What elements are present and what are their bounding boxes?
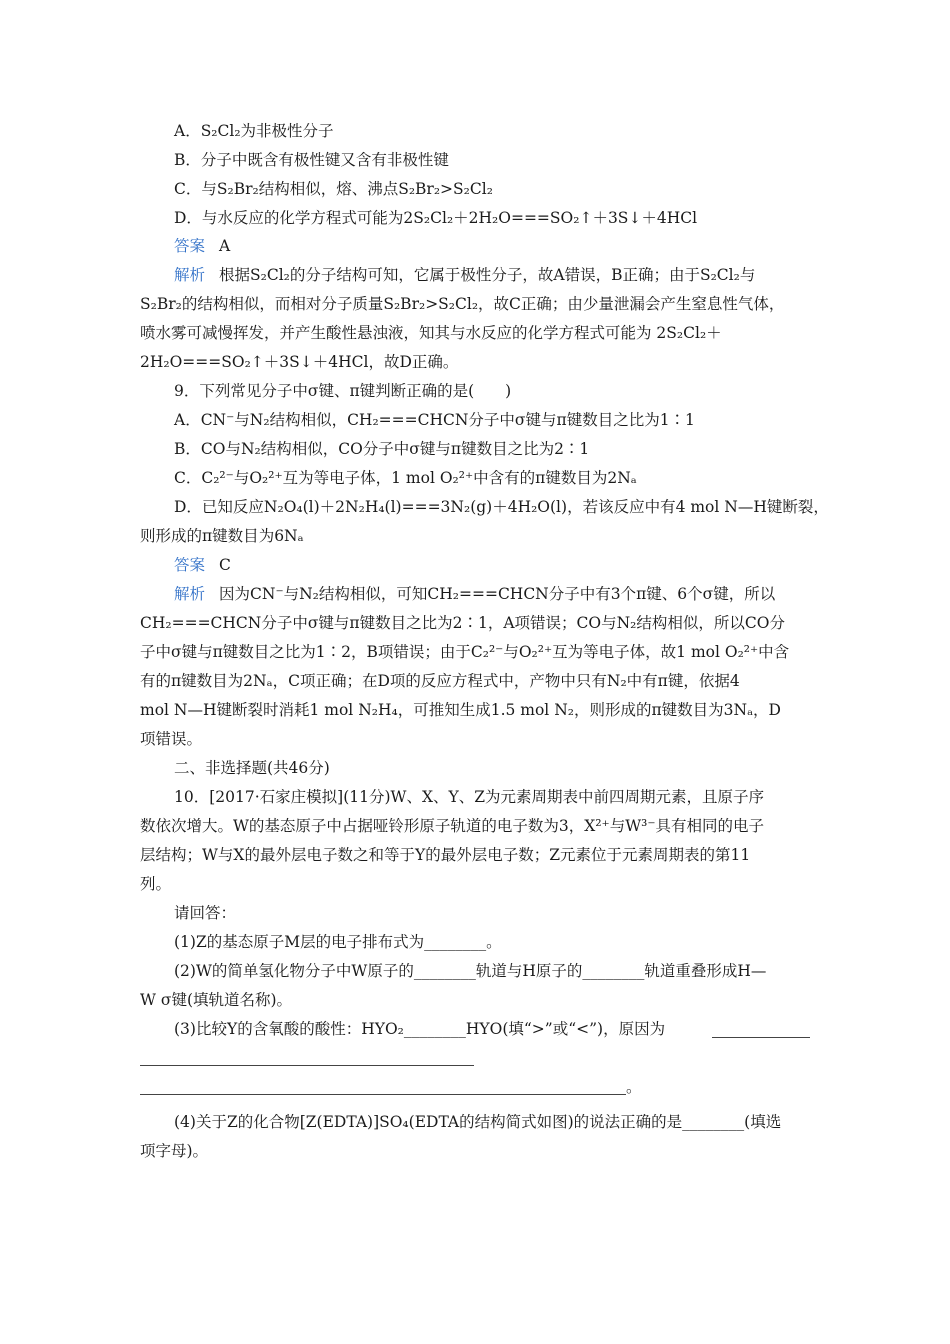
sub-question-3: (3)比较Y的含氧酸的酸性：HYO₂________HYO(填“>”或“<”)，原因为: [174, 1020, 666, 1038]
answer-value: A: [219, 237, 231, 255]
sub-question-4: (4)关于Z的化合物[Z(EDTA)]SO₄(EDTA的结构简式如图)的说法正确的是________(填选: [174, 1113, 782, 1131]
analysis-text: 项错误。: [140, 730, 203, 748]
analysis-text: 2H₂O===SO₂↑＋3S↓＋4HCl，故D正确。: [140, 353, 459, 371]
analysis-line-q8: [174, 265, 755, 285]
q9-option-a: A．CN⁻与N₂结构相似，CH₂===CHCN分子中σ键与π键数目之比为1∶1: [174, 411, 695, 429]
answer-label: 答案: [174, 237, 206, 255]
option-c-line: C．与S₂Br₂结构相似，熔、沸点S₂Br₂>S₂Cl₂: [174, 180, 493, 198]
option-a-line: A．S₂Cl₂为非极性分子: [174, 122, 334, 140]
answer-label: 答案: [174, 556, 206, 574]
sub-question-2-cont: W σ键(填轨道名称)。: [140, 991, 293, 1009]
analysis-label: 解析: [174, 585, 206, 603]
question-10-stem: 层结构；W与X的最外层电子数之和等于Y的最外层电子数；Z元素位于元素周期表的第11: [140, 846, 751, 864]
answer-line-q8: [174, 236, 230, 256]
please-answer: 请回答：: [174, 904, 237, 922]
q9-option-b: B．CO与N₂结构相似，CO分子中σ键与π键数目之比为2∶1: [174, 440, 590, 458]
answer-blank-line: [712, 1037, 810, 1038]
analysis-text: 子中σ键与π键数目之比为1∶2，B项错误；由于C₂²⁻与O₂²⁺互为等电子体，故1 mol O₂²⁺中含: [140, 643, 790, 661]
question-10-stem: 列。: [140, 875, 172, 893]
answer-blank-line: [140, 1094, 626, 1095]
sentence-end-mark: 。: [626, 1078, 642, 1096]
analysis-text: mol N—H键断裂时消耗1 mol N₂H₄，可推知生成1.5 mol N₂，则形成的π键数目为3Nₐ，D: [140, 701, 781, 719]
q9-option-d-cont: 则形成的π键数目为6Nₐ: [140, 527, 304, 545]
analysis-text: 因为CN⁻与N₂结构相似，可知CH₂===CHCN分子中有3个π键、6个σ键，所以: [219, 585, 776, 603]
q9-option-c: C．C₂²⁻与O₂²⁺互为等电子体，1 mol O₂²⁺中含有的π键数目为2Nₐ: [174, 469, 637, 487]
option-b-line: B．分子中既含有极性键又含有非极性键: [174, 151, 449, 169]
q9-option-d: D．已知反应N₂O₄(l)＋2N₂H₄(l)===3N₂(g)＋4H₂O(l)，若该反应中有4 mol N—H键断裂，: [174, 498, 829, 516]
question-9-stem: 9．下列常见分子中σ键、π键判断正确的是( ): [174, 382, 512, 400]
analysis-text: 根据S₂Cl₂的分子结构可知，它属于极性分子，故A错误，B正确；由于S₂Cl₂与: [219, 266, 756, 284]
analysis-text: 喷水雾可减慢挥发，并产生酸性悬浊液，知其与水反应的化学方程式可能为 2S₂Cl₂＋: [140, 324, 722, 342]
question-10-stem: 数依次增大。W的基态原子中占据哑铃形原子轨道的电子数为3，X²⁺与W³⁻具有相同的电子: [140, 817, 765, 835]
sub-question-2: (2)W的简单氢化物分子中W原子的________轨道与H原子的________轨道重叠形成H—: [174, 962, 767, 980]
sub-question-1: (1)Z的基态原子M层的电子排布式为________。: [174, 933, 502, 951]
sub-question-4-cont: 项字母)。: [140, 1142, 209, 1160]
option-d-line: D．与水反应的化学方程式可能为2S₂Cl₂＋2H₂O===SO₂↑＋3S↓＋4HCl: [174, 209, 698, 227]
answer-line-q9: [174, 555, 231, 575]
section-heading: 二、非选择题(共46分): [174, 759, 330, 777]
analysis-text: CH₂===CHCN分子中σ键与π键数目之比为2∶1，A项错误；CO与N₂结构相似，所以CO分: [140, 614, 785, 632]
analysis-text: 有的π键数目为2Nₐ，C项正确；在D项的反应方程式中，产物中只有N₂中有π键，依据4: [140, 672, 740, 690]
answer-value: C: [219, 556, 231, 574]
analysis-label: 解析: [174, 266, 206, 284]
analysis-line-q9: [174, 584, 775, 604]
answer-blank-line: [140, 1065, 474, 1066]
question-10-stem: 10．[2017·石家庄模拟](11分)W、X、Y、Z为元素周期表中前四周期元素，且原子序: [174, 788, 764, 806]
analysis-text: S₂Br₂的结构相似，而相对分子质量S₂Br₂>S₂Cl₂，故C正确；由少量泄漏会产生窒息性气体，: [140, 295, 785, 313]
